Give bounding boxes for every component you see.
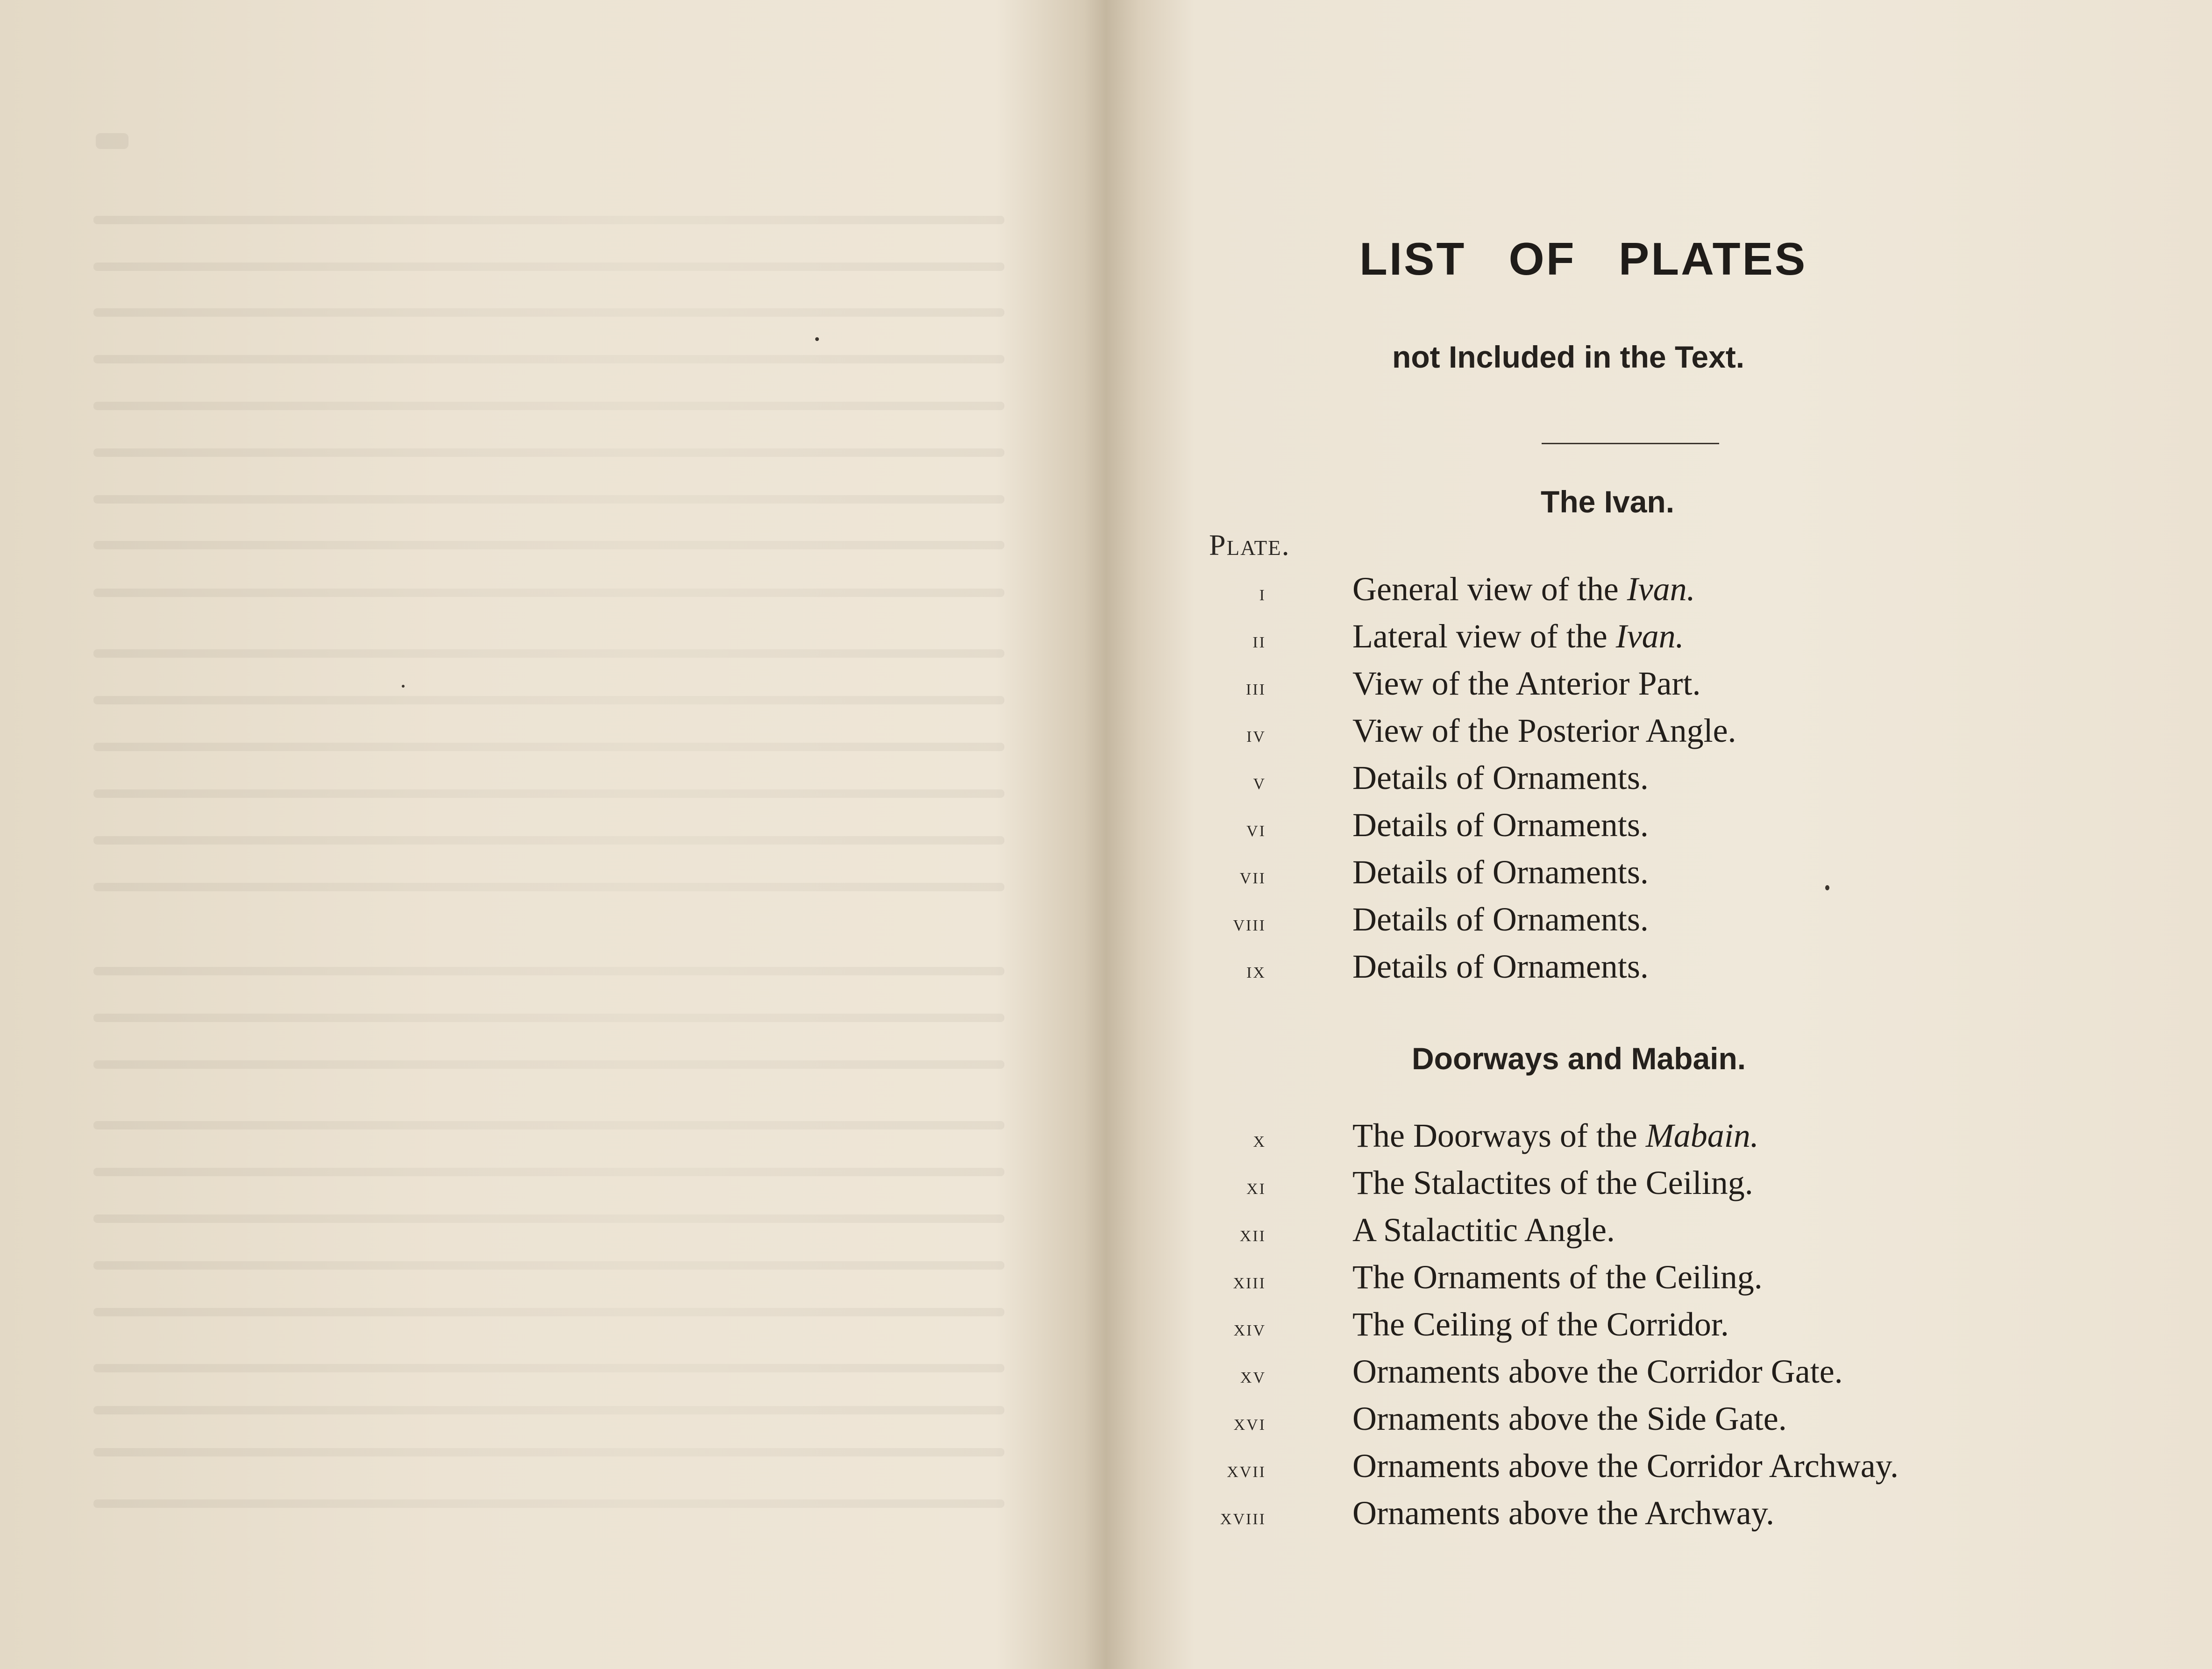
- plate-caption: [1352, 806, 1649, 845]
- plate-entry: [1168, 664, 2196, 706]
- plate-entry: [1168, 759, 2196, 801]
- bleed-through-line: [93, 263, 1004, 271]
- plate-caption-text: Lateral view of the: [1352, 618, 1616, 655]
- bleed-through-line: [93, 355, 1004, 363]
- plate-caption-text: View of the Anterior Part.: [1352, 665, 1701, 702]
- plate-caption-text: The Ornaments of the Ceiling.: [1352, 1258, 1763, 1296]
- plate-entry: [1168, 1494, 2196, 1536]
- plate-entry: [1168, 617, 2196, 659]
- plate-caption: [1352, 1305, 1729, 1344]
- plate-numeral: iii: [1246, 675, 1266, 700]
- section-heading-doorways: Doorways and Mabain.: [1412, 1041, 1746, 1076]
- plate-caption: [1352, 947, 1649, 986]
- bleed-through-line: [93, 836, 1004, 845]
- bleed-through-line: [93, 1308, 1004, 1316]
- plate-caption: [1352, 1164, 1753, 1202]
- ink-speck: [1825, 885, 1829, 890]
- plate-caption: [1352, 617, 1684, 656]
- bleed-through-line: [93, 541, 1004, 549]
- plate-caption: [1352, 853, 1649, 892]
- plate-caption-text: Ornaments above the Corridor Archway.: [1352, 1447, 1899, 1484]
- plate-entry: [1168, 1164, 2196, 1206]
- plate-caption-italic: Ivan.: [1615, 618, 1684, 655]
- bleed-through-line: [93, 1406, 1004, 1414]
- plate-numeral: ii: [1252, 628, 1266, 653]
- ink-speck: [815, 337, 819, 341]
- plate-caption-text: The Ceiling of the Corridor.: [1352, 1306, 1729, 1343]
- plate-numeral: xvi: [1233, 1410, 1266, 1435]
- plate-entry: [1168, 570, 2196, 612]
- bleed-through-line: [93, 1014, 1004, 1022]
- plate-caption: [1352, 1352, 1843, 1391]
- bleed-through-line: [93, 589, 1004, 597]
- plate-numeral: viii: [1233, 911, 1266, 936]
- plate-entry: [1168, 947, 2196, 989]
- plate-caption-text: The Stalactites of the Ceiling.: [1352, 1164, 1753, 1201]
- left-page: [0, 0, 1102, 1669]
- bleed-through-line: [93, 743, 1004, 751]
- plate-caption-text: The Doorways of the: [1352, 1117, 1646, 1154]
- plate-caption: [1352, 759, 1649, 797]
- bleed-through-line: [93, 1168, 1004, 1176]
- plate-caption-text: Ornaments above the Side Gate.: [1352, 1400, 1787, 1437]
- plate-numeral: xv: [1240, 1363, 1266, 1388]
- plate-caption-text: Details of Ornaments.: [1352, 759, 1649, 796]
- plate-entry: [1168, 900, 2196, 942]
- plate-numeral: i: [1259, 581, 1266, 605]
- plate-caption: [1352, 1211, 1615, 1250]
- plate-numeral: xii: [1239, 1222, 1266, 1246]
- ink-speck: [402, 685, 405, 688]
- plate-numeral: xi: [1246, 1174, 1266, 1199]
- bleed-through-line: [93, 448, 1004, 457]
- bleed-through-line: [93, 1448, 1004, 1456]
- page-subtitle: not Included in the Text.: [1392, 340, 1745, 374]
- bleed-through-line: [93, 1499, 1004, 1508]
- plate-numeral: vi: [1246, 817, 1266, 841]
- plate-caption: [1352, 664, 1701, 703]
- page-title: LIST OF PLATES: [1359, 233, 1807, 284]
- bleed-through-line: [93, 1364, 1004, 1372]
- plate-numeral: v: [1253, 769, 1266, 794]
- plate-entry: [1168, 1447, 2196, 1489]
- plate-caption: [1352, 1258, 1763, 1297]
- plate-entry: [1168, 1305, 2196, 1347]
- bleed-through-line: [93, 402, 1004, 410]
- bleed-through-line: [93, 1060, 1004, 1069]
- plate-entry: [1168, 1211, 2196, 1253]
- plate-column-label: Plate.: [1209, 528, 1290, 561]
- plate-caption-italic: Ivan.: [1627, 570, 1695, 608]
- divider-rule: [1542, 443, 1719, 444]
- plate-caption-text: Details of Ornaments.: [1352, 948, 1649, 985]
- section-heading-ivan: The Ivan.: [1541, 484, 1675, 519]
- plate-numeral: x: [1253, 1127, 1266, 1152]
- ghost-page-number: [96, 133, 128, 149]
- plate-entry: [1168, 1352, 2196, 1394]
- plate-entry: [1168, 1258, 2196, 1300]
- plate-entry: [1168, 711, 2196, 753]
- bleed-through-line: [93, 495, 1004, 504]
- plate-caption-text: Details of Ornaments.: [1352, 853, 1649, 891]
- plate-numeral: xiii: [1233, 1269, 1266, 1293]
- plate-entry: [1168, 806, 2196, 848]
- plate-numeral: xvii: [1227, 1457, 1266, 1482]
- plate-caption: [1352, 711, 1736, 750]
- bleed-through-line: [93, 696, 1004, 704]
- plate-entry: [1168, 1116, 2196, 1158]
- bleed-through-line: [93, 1261, 1004, 1270]
- bleed-through-line: [93, 789, 1004, 798]
- plate-caption-text: View of the Posterior Angle.: [1352, 712, 1736, 749]
- plate-caption-text: Ornaments above the Archway.: [1352, 1494, 1775, 1532]
- plate-caption-text: General view of the: [1352, 570, 1627, 608]
- bleed-through-line: [93, 308, 1004, 317]
- plate-numeral: vii: [1239, 864, 1266, 888]
- plate-caption: [1352, 1116, 1759, 1155]
- plate-numeral: xviii: [1220, 1505, 1266, 1529]
- bleed-through-line: [93, 1214, 1004, 1223]
- bleed-through-line: [93, 1121, 1004, 1129]
- plate-numeral: ix: [1246, 958, 1266, 983]
- bleed-through-line: [93, 967, 1004, 975]
- plate-caption: [1352, 1447, 1899, 1485]
- plate-caption: [1352, 1399, 1787, 1438]
- plate-numeral: xiv: [1233, 1316, 1266, 1341]
- plate-caption: [1352, 570, 1695, 609]
- plate-caption-text: Details of Ornaments.: [1352, 806, 1649, 844]
- plate-caption: [1352, 900, 1649, 939]
- plate-caption-text: Details of Ornaments.: [1352, 901, 1649, 938]
- plate-caption-text: A Stalactitic Angle.: [1352, 1211, 1615, 1249]
- bleed-through-line: [93, 216, 1004, 224]
- plate-entry: [1168, 853, 2196, 895]
- bleed-through-line: [93, 883, 1004, 891]
- plate-caption-text: Ornaments above the Corridor Gate.: [1352, 1353, 1843, 1390]
- bleed-through-line: [93, 649, 1004, 658]
- plate-entry: [1168, 1399, 2196, 1442]
- plate-numeral: iv: [1246, 722, 1266, 747]
- plate-caption-italic: Mabain.: [1645, 1117, 1759, 1154]
- plate-caption: [1352, 1494, 1774, 1533]
